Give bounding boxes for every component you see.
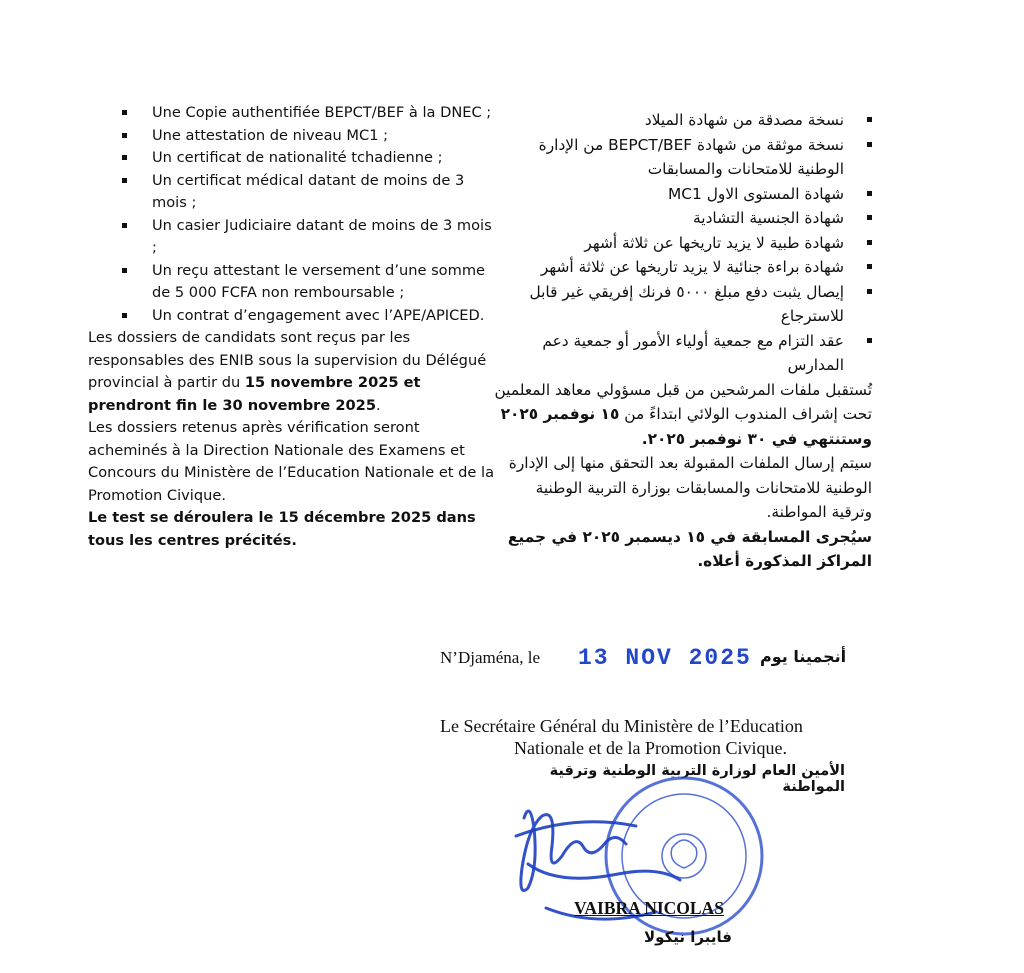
list-item: Un certificat de nationalité tchadienne ; <box>88 147 500 170</box>
list-item: نسخة مصدقة من شهادة الميلاد <box>492 108 872 133</box>
bullet-icon <box>122 155 127 160</box>
bullet-icon <box>122 223 127 228</box>
list-item: Une Copie authentifiée BEPCT/BEF à la DNEC ; <box>88 102 500 125</box>
date-stamp: 13 NOV 2025 <box>578 645 752 671</box>
seal-and-signature <box>486 768 786 958</box>
list-item: Un contrat d’engagement avec l’APE/APICED. <box>88 305 500 328</box>
signatory-name-arabic: فايبرا نيكولا <box>644 928 732 946</box>
signatory-name: VAIBRA NICOLAS <box>574 898 724 918</box>
bullet-icon <box>867 215 872 220</box>
arabic-requirements-list <box>492 108 872 378</box>
bullet-icon <box>867 264 872 269</box>
french-column <box>88 102 500 552</box>
bullet-icon <box>122 110 127 115</box>
list-item: إيصال يثبت دفع مبلغ ٥٠٠٠ فرنك إفريقي غير قابل للاسترجاع <box>492 280 872 329</box>
list-item: شهادة الجنسية التشادية <box>492 206 872 231</box>
bullet-icon <box>122 178 127 183</box>
date-place-label-arabic: أنجمينا يوم <box>760 647 847 666</box>
signatory-title-arabic: الأمين العام لوزارة التربية الوطنية وترقية المواطنة <box>549 763 845 795</box>
bullet-icon <box>867 142 872 147</box>
bullet-icon <box>867 117 872 122</box>
bullet-icon <box>122 133 127 138</box>
list-item: Une attestation de niveau MC1 ; <box>88 125 500 148</box>
arabic-transmission-paragraph: سيتم إرسال الملفات المقبولة بعد التحقق منها إلى الإدارة الوطنية للامتحانات والمسابقات بوزارة التربية الوطنية وترقية المواطنة. <box>508 454 872 521</box>
bullet-icon <box>867 289 872 294</box>
arabic-reception-paragraph: تُستقبل ملفات المرشحين من قبل مسؤولي معاهد المعلمين تحت إشراف المندوب الولائي ابتداءً من ١٥ نوفمبر ٢٠٢٥ وستنتهي في ٣٠ نوفمبر ٢٠٢٥. <box>494 380 872 448</box>
bullet-icon <box>122 268 127 273</box>
arabic-test-date-paragraph: سيُجرى المسابقة في ١٥ ديسمبر ٢٠٢٥ في جميع المراكز المذكورة أعلاه. <box>507 527 872 570</box>
list-item: عقد التزام مع جمعية أولياء الأمور أو جمعية دعم المدارس <box>492 329 872 378</box>
list-item: شهادة براءة جنائية لا يزيد تاريخها عن ثلاثة أشهر <box>492 255 872 280</box>
french-requirements-list <box>88 102 500 327</box>
arabic-column <box>492 108 872 574</box>
bullet-icon <box>867 338 872 343</box>
list-item: Un reçu attestant le versement d’une somme de 5 000 FCFA non remboursable ; <box>88 260 500 305</box>
list-item: Un casier Judiciaire datant de moins de 3 mois ; <box>88 215 500 260</box>
signatory-title-line-1: Le Secrétaire Général du Ministère de l’Education <box>440 716 803 736</box>
list-item: Un certificat médical datant de moins de 3 mois ; <box>88 170 500 215</box>
list-item: نسخة موثقة من شهادة BEPCT/BEF من الإدارة الوطنية للامتحانات والمسابقات <box>492 133 872 182</box>
bullet-icon <box>867 191 872 196</box>
french-reception-paragraph: Les dossiers de candidats sont reçus par les responsables des ENIB sous la supervision du Délégué provincial à partir du 15 novembre 2025 et prendront fin le 30 novembre 2025. <box>88 329 487 414</box>
french-transmission-paragraph: Les dossiers retenus après vérification seront acheminés à la Direction Nationale des Examens et Concours du Ministère de l’Education Nationale et de la Promotion Civique. <box>88 419 495 504</box>
french-test-date-paragraph: Le test se déroulera le 15 décembre 2025 dans tous les centres précités. <box>88 509 476 549</box>
date-place-label: N’Djaména, le <box>440 648 541 667</box>
signatory-title-line-2: Nationale et de la Promotion Civique. <box>514 738 787 758</box>
official-seal-icon <box>486 768 786 958</box>
list-item: شهادة طبية لا يزيد تاريخها عن ثلاثة أشهر <box>492 231 872 256</box>
list-item: شهادة المستوى الاول MC1 <box>492 182 872 207</box>
bullet-icon <box>867 240 872 245</box>
bullet-icon <box>122 313 127 318</box>
